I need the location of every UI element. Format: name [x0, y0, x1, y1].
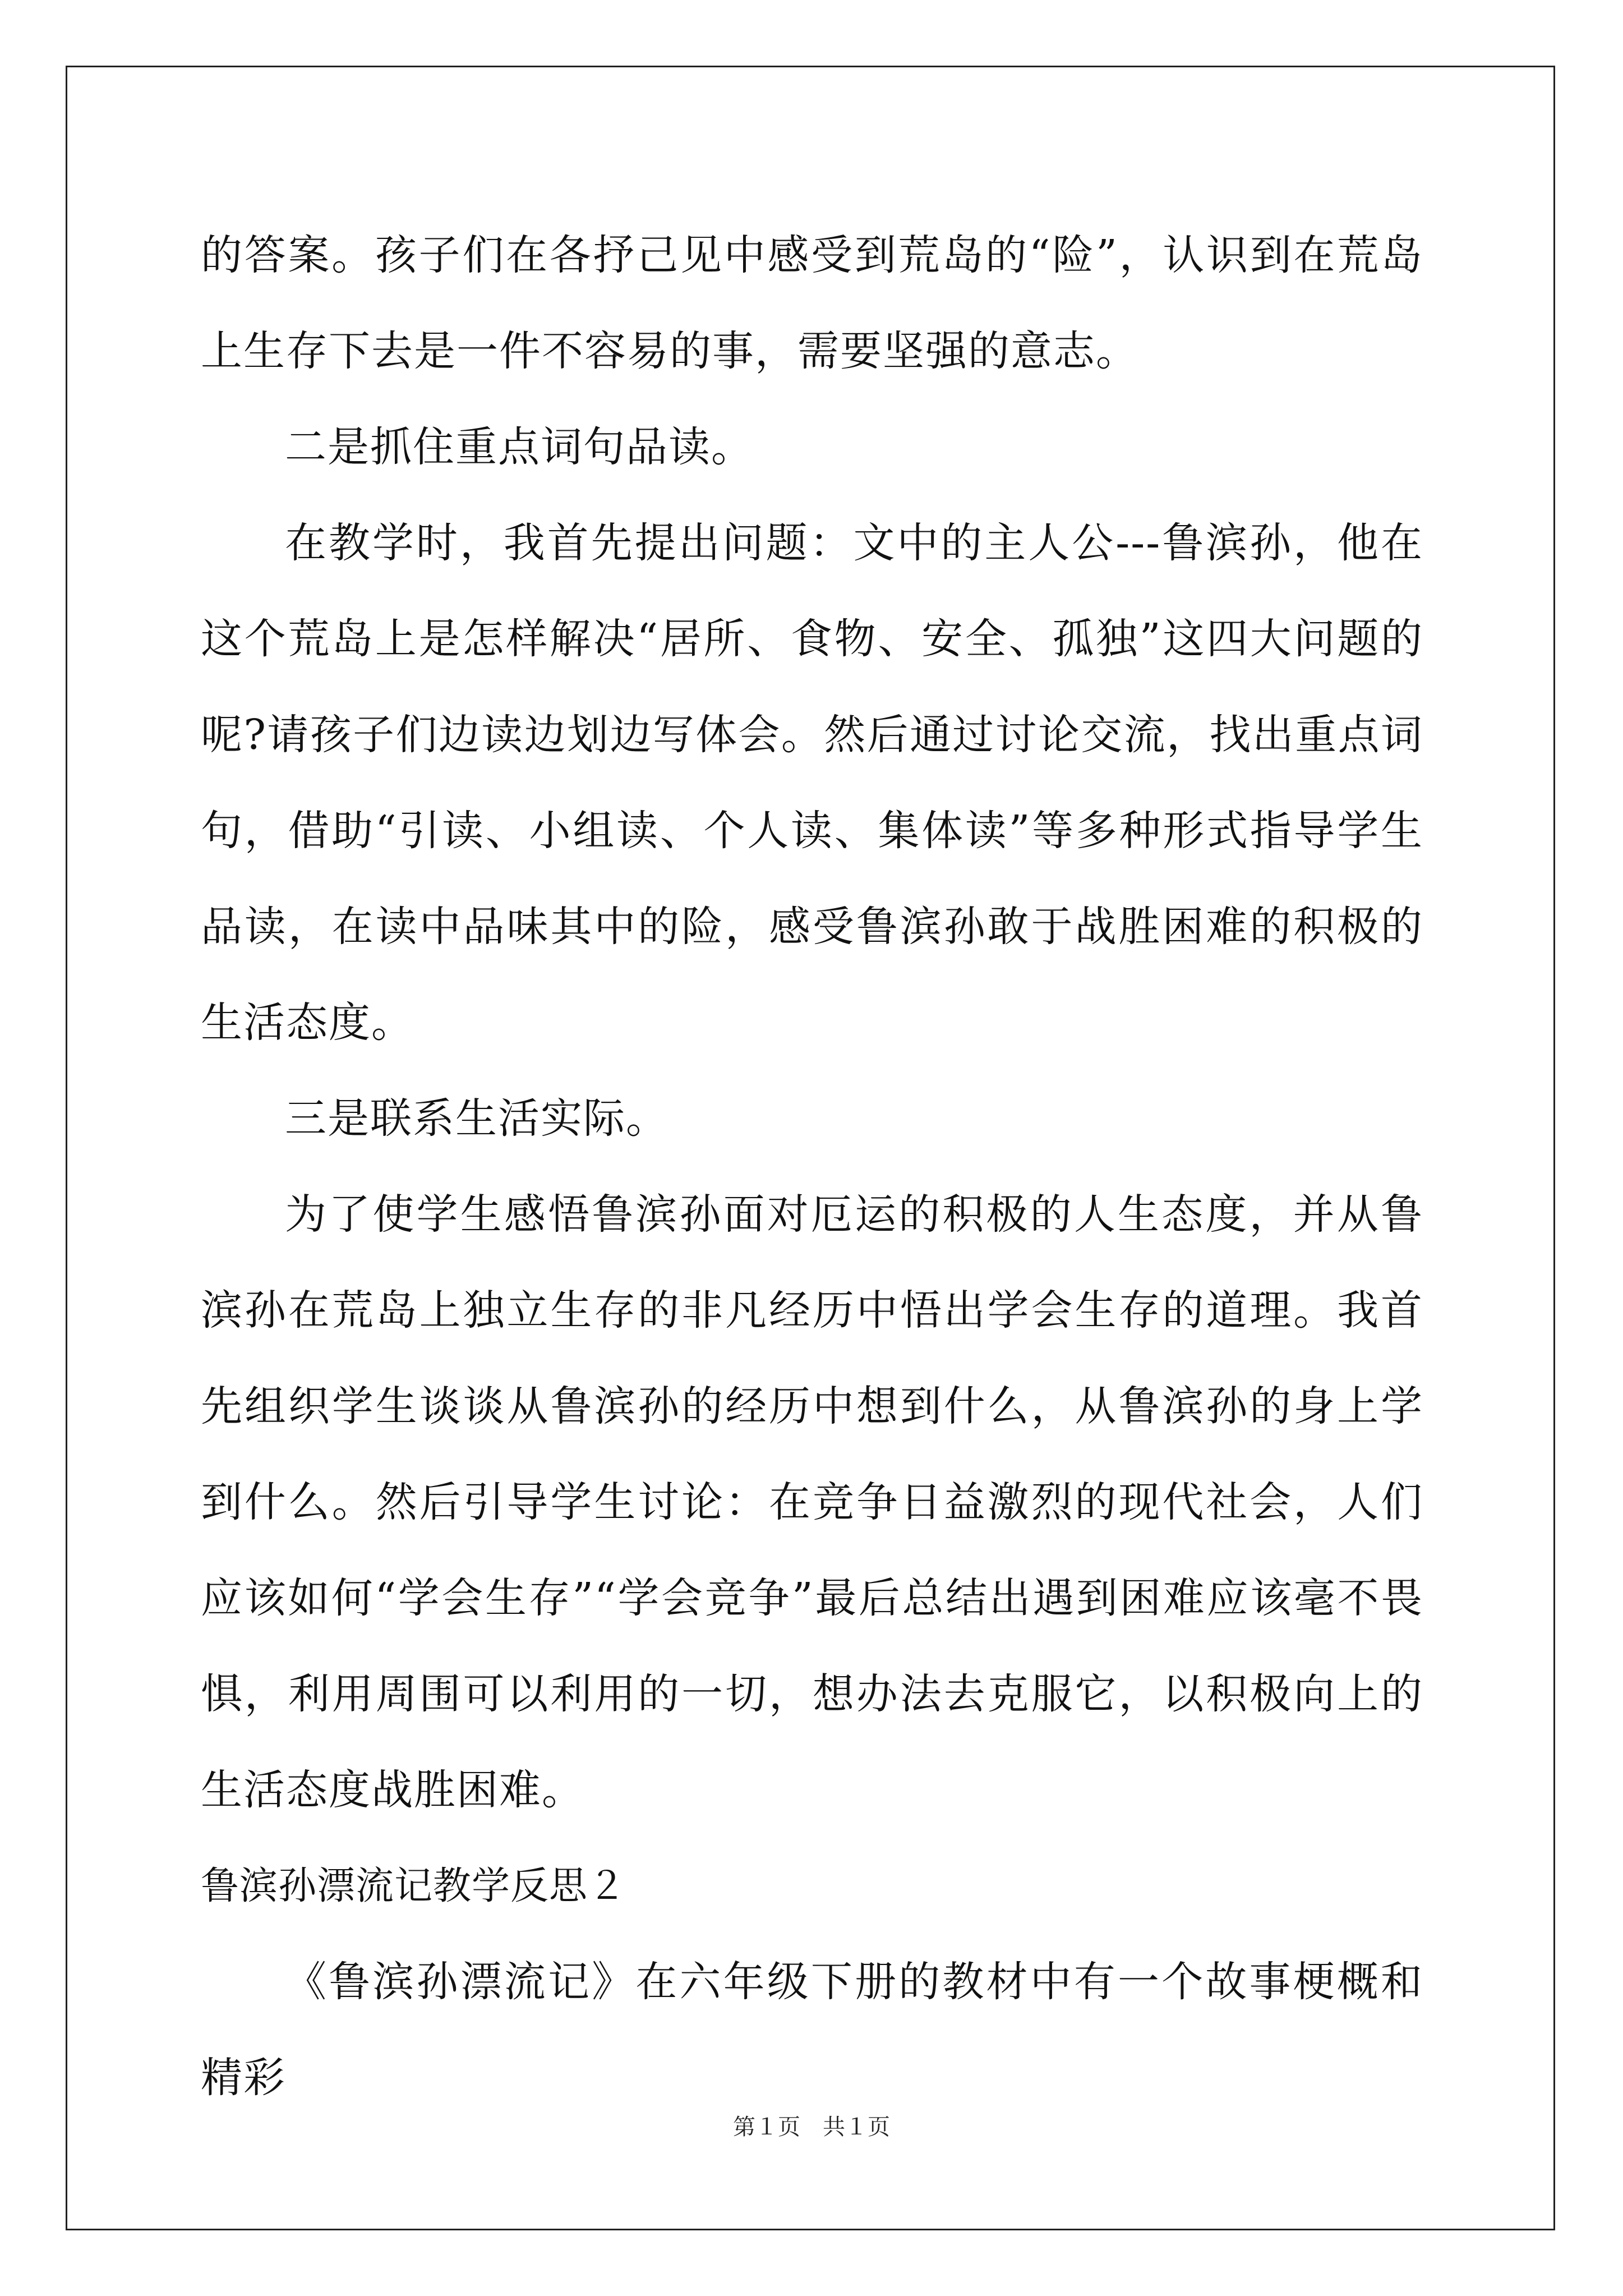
page-footer — [0, 2109, 1623, 2141]
paragraph: 三是联系生活实际。 — [285, 1094, 668, 1143]
page-number: 第１页 — [733, 2114, 800, 2139]
paragraph: 的答案。孩子们在各抒己见中感受到荒岛的“险”，认识到在荒岛上生存下去是一件不容易的事，需要坚强的意志。 — [201, 231, 1423, 375]
paragraph: 为了使学生感悟鲁滨孙面对厄运的积极的人生态度，并从鲁滨孙在荒岛上独立生存的非凡经历中悟出学会生存的道理。我首先组织学生谈谈从鲁滨孙的经历中想到什么，从鲁滨孙的身上学到什么。然后引导学生讨论：在竞争日益激烈的现代社会，人们应该如何“学会生存”“学会竞争”最后总结出遇到困难应该毫不畏惧，利用周围可以利用的一切，想办法去克服它，以积极向上的生活态度战胜困难。 — [201, 1190, 1423, 1814]
section-heading: 鲁滨孙漂流记教学反思２ — [201, 1864, 627, 1908]
paragraph: 《鲁滨孙漂流记》在六年级下册的教材中有一个故事梗概和精彩 — [201, 1958, 1423, 2102]
paragraph: 在教学时，我首先提出问题：文中的主人公---鲁滨孙，他在这个荒岛上是怎样解决“居所、食物、安全、孤独”这四大问题的呢?请孩子们边读边划边写体会。然后通过讨论交流，找出重点词句，借助“引读、小组读、个人读、集体读”等多种形式指导学生品读，在读中品味其中的险，感受鲁滨孙敢于战胜困难的积极的生活态度。 — [201, 519, 1423, 1047]
paragraph: 二是抓住重点词句品读。 — [285, 423, 754, 471]
page-total: 共１页 — [823, 2114, 890, 2139]
document-body — [201, 208, 1423, 2126]
